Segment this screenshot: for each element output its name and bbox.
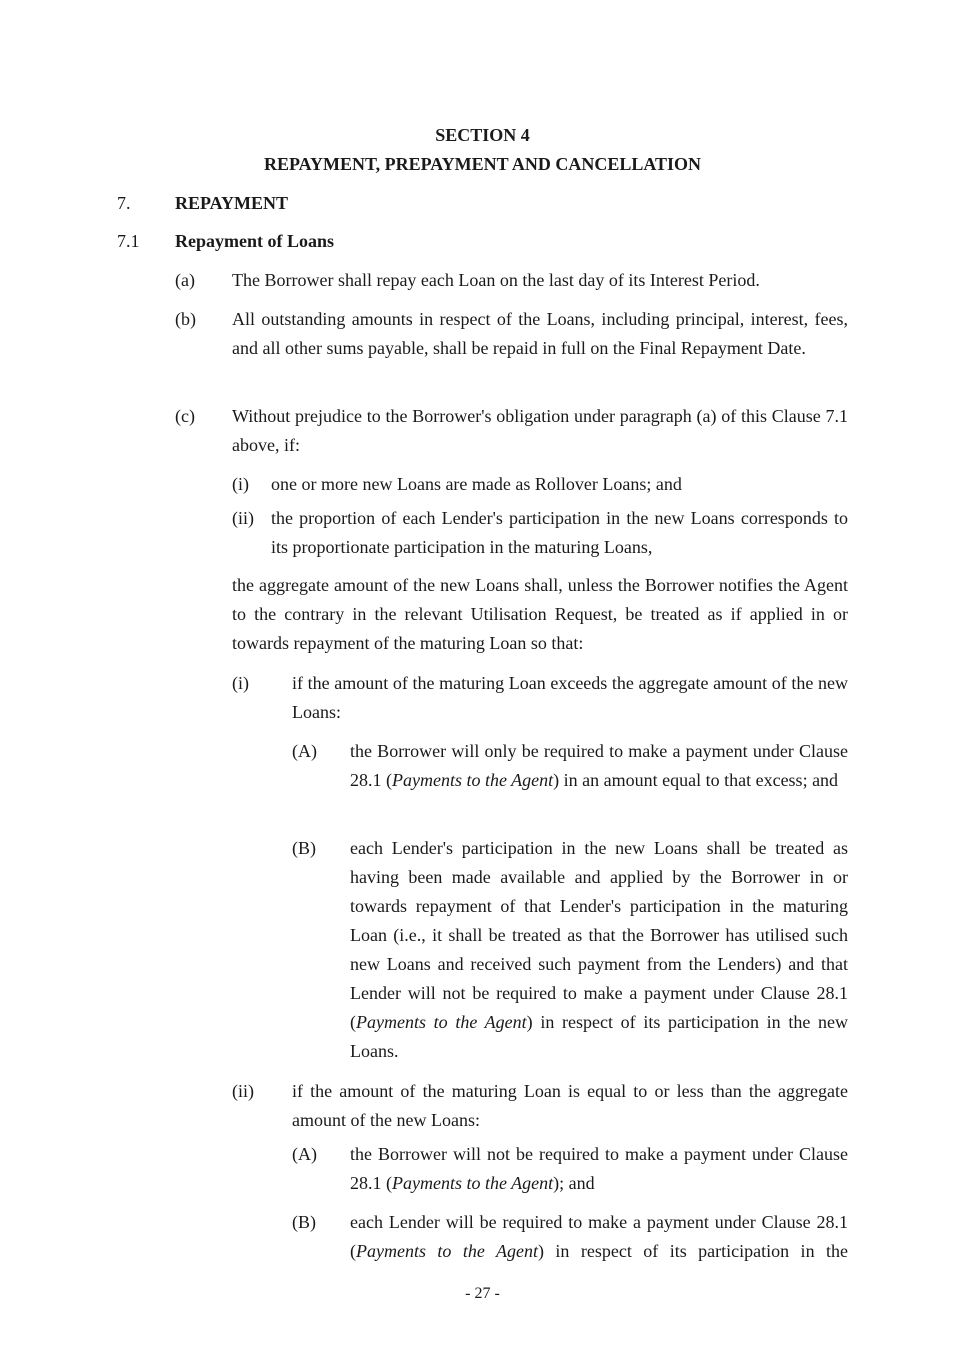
para-b-text: All outstanding amounts in respect of the Loans, including principal, interest, fees, and all other sums payable, shall be repaid in full on the Final Repayment Date. — [232, 309, 848, 358]
case-ii-b-label: (B) — [292, 1212, 316, 1232]
cond-i-text: one or more new Loans are made as Rollover Loans; and — [271, 474, 682, 494]
cond-ii-label: (ii) — [232, 508, 254, 528]
cond-ii-text: the proportion of each Lender's participation in the new Loans corresponds to its proportionate participation in the maturing Loans, — [271, 508, 848, 557]
subclause-title: Repayment of Loans — [175, 231, 335, 251]
para-c-label: (c) — [175, 406, 195, 426]
para-b-label: (b) — [175, 309, 196, 329]
case-ii-a-text: the Borrower will not be required to make a payment under Clause 28.1 (Payments to the Agent); and — [350, 1144, 848, 1193]
case-i-a-text: the Borrower will only be required to make a payment under Clause 28.1 (Payments to the Agent) in an amount equal to that excess; and — [350, 741, 848, 790]
clause-number: 7. — [117, 193, 131, 213]
subclause-number: 7.1 — [117, 231, 140, 251]
para-c-text: Without prejudice to the Borrower's obligation under paragraph (a) of this Clause 7.1 above, if: — [232, 406, 848, 455]
case-ii-label: (ii) — [232, 1081, 254, 1101]
case-i-b-text: each Lender's participation in the new Loans shall be treated as having been made available and applied by the Borrower in or towards repayment of that Lender's participation in the maturing Loan (i.e., it shall be treated as that the Borrower has utilised such new Loans and received such payment from the Lenders) and that Lender will not be required to make a payment under Clause 28.1 (Payments to the Agent) in respect of its participation in the new Loans. — [350, 838, 848, 1061]
case-ii-b-text: each Lender will be required to make a payment under Clause 28.1 (Payments to the Agent) in respect of its participation in the — [350, 1212, 848, 1261]
case-i-a-italic: Payments to the Agent — [392, 770, 554, 790]
case-i-b-italic: Payments to the Agent — [356, 1012, 527, 1032]
case-ii-text: if the amount of the maturing Loan is equal to or less than the aggregate amount of the new Loans: — [292, 1081, 848, 1130]
para-a-label: (a) — [175, 270, 195, 290]
page-number: - 27 - — [465, 1285, 500, 1302]
section-title: SECTION 4 — [435, 125, 530, 145]
aggregate-paragraph: the aggregate amount of the new Loans shall, unless the Borrower notifies the Agent to the contrary in the relevant Utilisation Request, be treated as if applied in or towards repayment of the maturing Loan so that: — [232, 575, 848, 653]
case-ii-a-italic: Payments to the Agent — [392, 1173, 554, 1193]
para-a-text: The Borrower shall repay each Loan on the last day of its Interest Period. — [232, 270, 760, 290]
section-subtitle: REPAYMENT, PREPAYMENT AND CANCELLATION — [263, 154, 702, 174]
case-i-label: (i) — [232, 673, 249, 693]
case-ii-a-label: (A) — [292, 1144, 317, 1164]
case-i-text: if the amount of the maturing Loan exceeds the aggregate amount of the new Loans: — [292, 673, 848, 722]
case-ii-b-italic: Payments to the Agent — [356, 1241, 538, 1261]
clause-title: REPAYMENT — [175, 193, 289, 213]
cond-i-label: (i) — [232, 474, 249, 494]
case-i-a-label: (A) — [292, 741, 317, 761]
case-i-b-label: (B) — [292, 838, 316, 858]
